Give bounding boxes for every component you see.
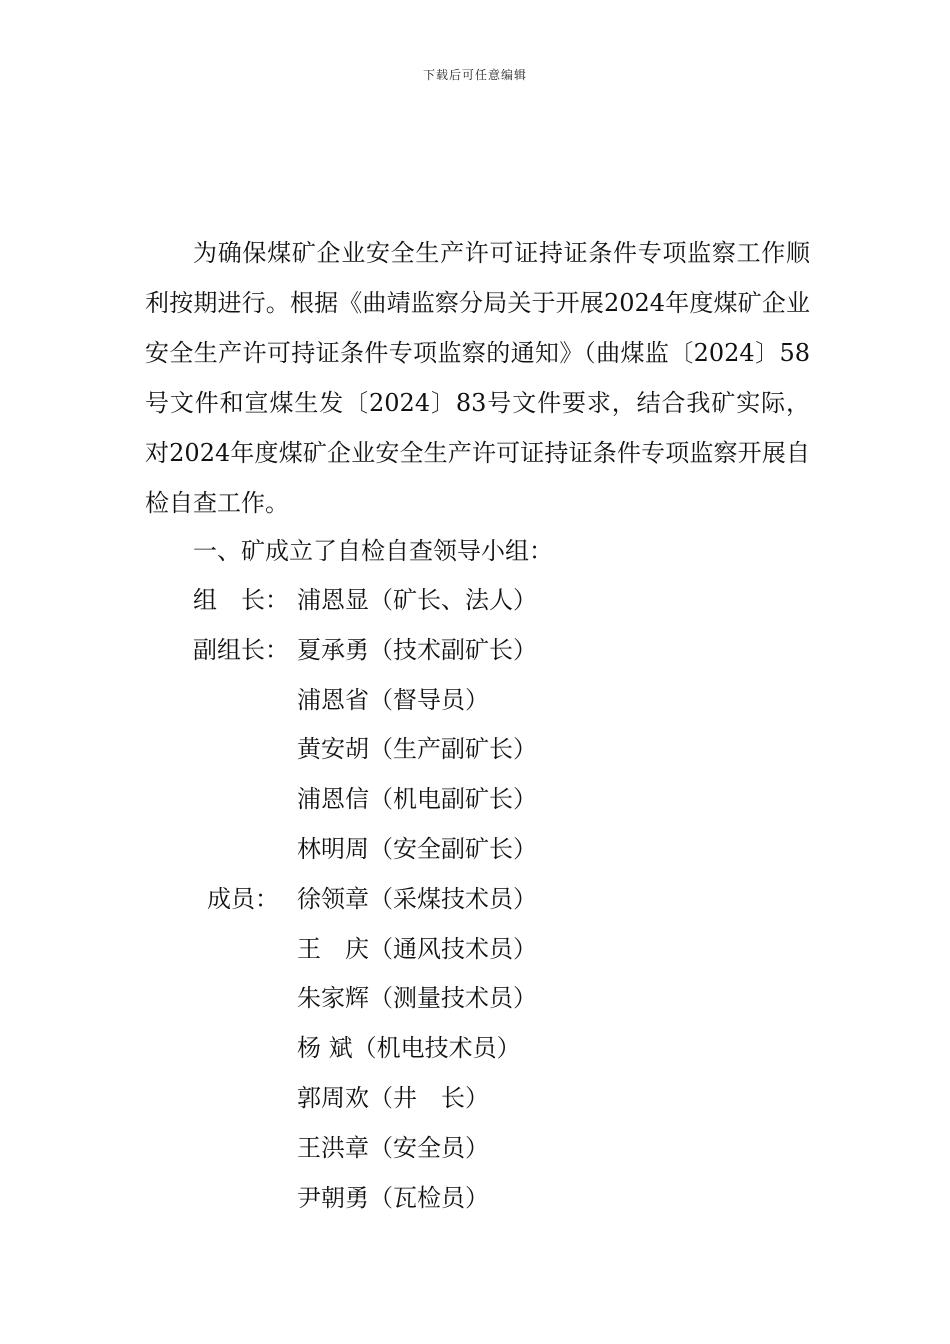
roster-row <box>0 924 950 974</box>
roster-entry: 夏承勇（技术副矿长） <box>297 635 537 664</box>
roster-entry: 林明周（安全副矿长） <box>297 834 537 863</box>
roster-row <box>0 774 950 824</box>
header-note: 下载后可任意编辑 <box>422 68 527 82</box>
roster-row <box>0 675 950 725</box>
leadership-roster <box>0 575 950 1222</box>
roster-entry: 浦恩省（督导员） <box>297 685 489 714</box>
role-label-leader: 组 长： <box>193 586 289 614</box>
roster-entry: 王洪章（安全员） <box>297 1133 489 1162</box>
roster-row <box>0 1073 950 1123</box>
roster-entry: 浦恩信（机电副矿长） <box>297 785 537 814</box>
roster-row <box>0 1023 950 1073</box>
roster-row-deputy <box>0 625 950 675</box>
body-paragraph: 为确保煤矿企业安全生产许可证持证条件专项监察工作顺利按期进行。根据《曲靖监察分局关于开展2024年度煤矿企业安全生产许可持证条件专项监察的通知》（曲煤监〔2024〕58号文件和宣煤生发〔2024〕83号文件要求，结合我矿实际，对2024年度煤矿企业安全生产许可证持证条件专项监察开展自检自查工作。 <box>145 239 810 517</box>
roster-row <box>0 1123 950 1173</box>
roster-entry: 浦恩显（矿长、法人） <box>297 586 537 614</box>
section-heading: 一、矿成立了自检自查领导小组： <box>193 537 553 565</box>
roster-entry: 王 庆（通风技术员） <box>297 934 537 963</box>
roster-entry: 尹朝勇（瓦检员） <box>297 1183 489 1212</box>
role-label-members: 成员： <box>207 884 279 913</box>
roster-entry: 徐领章（采煤技术员） <box>297 884 537 913</box>
roster-row <box>0 824 950 874</box>
roster-entry: 朱家辉（测量技术员） <box>297 984 537 1013</box>
roster-row-leader <box>0 575 950 625</box>
roster-entry: 杨 斌（机电技术员） <box>297 1034 521 1063</box>
roster-row <box>0 1173 950 1223</box>
role-label-deputy: 副组长： <box>193 635 289 664</box>
roster-entry: 郭周欢（井 长） <box>297 1083 489 1112</box>
roster-row-members <box>0 874 950 924</box>
roster-entry: 黄安胡（生产副矿长） <box>297 735 537 764</box>
roster-row <box>0 724 950 774</box>
roster-row <box>0 973 950 1023</box>
